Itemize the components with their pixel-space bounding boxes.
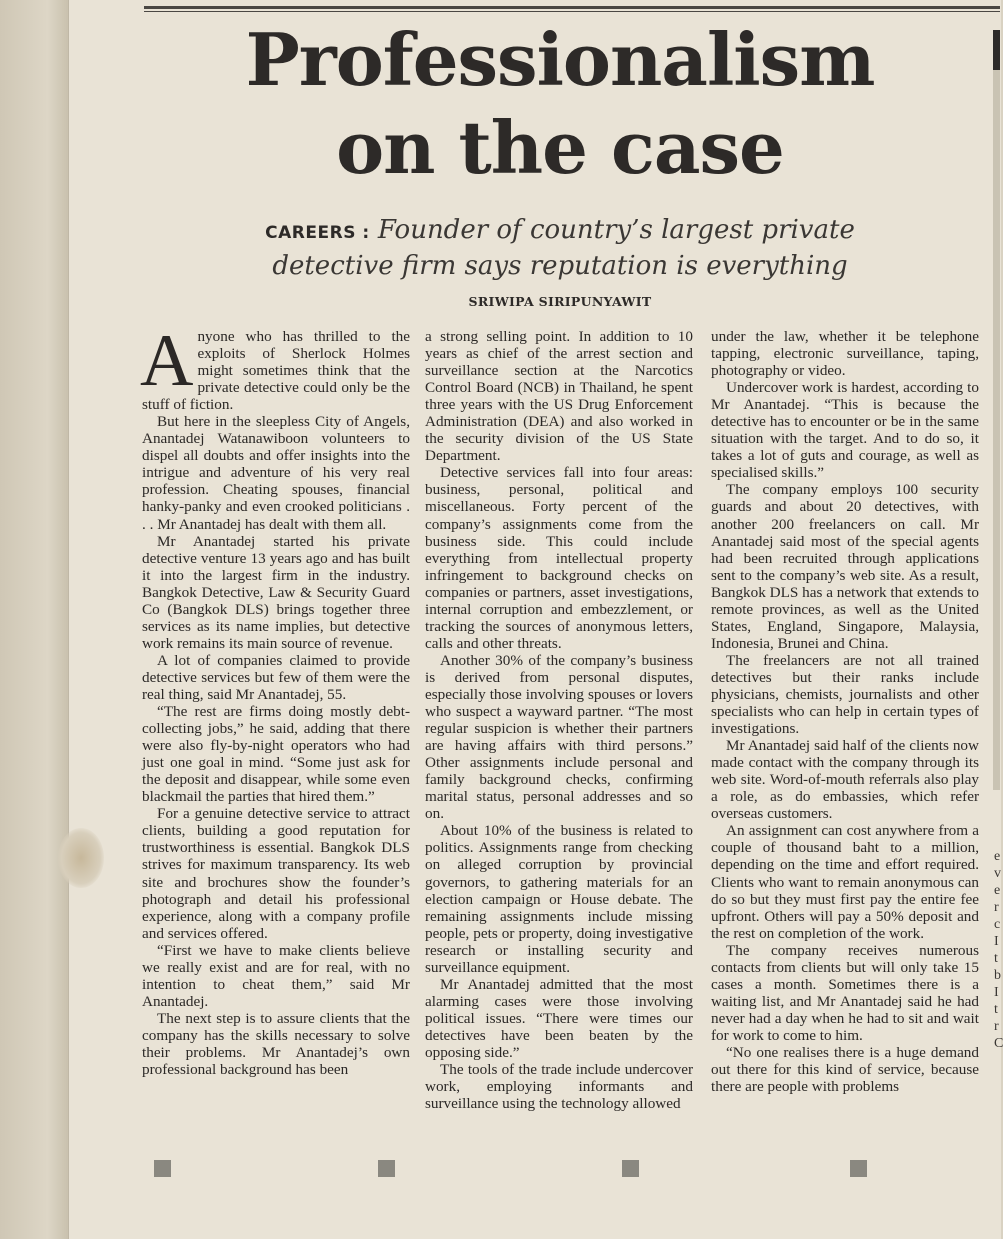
article-paragraph: Mr Anantadej said half of the clients now made contact with the company through its web site. Word-of-mouth referrals also play a role, as do embassies, which refer overseas customers. bbox=[711, 737, 979, 823]
article-paragraph: For a genuine detective service to attract clients, building a good reputation for trustworthiness is essential. Bangkok DLS strives for maximum transparency. Its web site and brochures show the founder’s photograph and detail his professional experience, along with a company profile and services offered. bbox=[142, 805, 410, 942]
edge-letter: b bbox=[994, 968, 1001, 983]
article-paragraph bbox=[140, 320, 410, 414]
edge-letter: r bbox=[994, 900, 999, 915]
article-paragraph: Mr Anantadej started his private detective venture 13 years ago and has built it into the largest firm in the industry. Bangkok Detective, Law & Security Guard Co (Bangkok DLS) brings together three services as its name implies, but detective work remains its main source of revenue. bbox=[142, 532, 410, 652]
article-paragraph: A lot of companies claimed to provide detective services but few of them were the real thing, said Mr Anantadej, 55. bbox=[142, 651, 410, 703]
article-paragraph: The tools of the trade include undercover work, employing informants and surveillance using the technology allowed bbox=[425, 1061, 693, 1113]
adjacent-column-fragment bbox=[994, 848, 1003, 1052]
adjacent-page-strip bbox=[993, 30, 1000, 790]
edge-letter: t bbox=[994, 1002, 998, 1017]
article-paragraph: About 10% of the business is related to politics. Assignments range from checking on alleged corruption by provincial governors, to gathering materials for an election campaign or House debate. The remaining assignments include missing people, pets or property, doing investigative research or installing security and surveillance equipment. bbox=[425, 822, 693, 976]
article-paragraph: Another 30% of the company’s business is derived from personal disputes, especially those involving spouses or lovers who suspect a wayward partner. “The most regular suspicion is whether their partners are having affairs with third persons.” Other assignments include personal and family background checks, confirming marital status, personal addresses and so on. bbox=[425, 651, 693, 823]
article-paragraph: The next step is to assure clients that the company has the skills necessary to solve their problems. Mr Anantadej’s own professional background has been bbox=[142, 1009, 410, 1079]
top-rule bbox=[144, 6, 1000, 9]
section-kicker: CAREERS : bbox=[265, 223, 370, 243]
drop-cap: A bbox=[140, 320, 194, 402]
article-lead-text: nyone who has thrilled to the exploits of Sherlock Holmes might sometimes think that the private detective could only be the stuff of fiction. bbox=[142, 328, 410, 414]
edge-letter: t bbox=[994, 951, 998, 966]
article-paragraph: a strong selling point. In addition to 10 years as chief of the arrest section and surveillance section at the Narcotics Control Board (NCB) in Thailand, he spent three years with the US Drug Enforcement Administration (DEA) and also worked in the security division of the US State Department. bbox=[425, 328, 693, 465]
deck-line-1 bbox=[150, 212, 970, 251]
paper-stain bbox=[58, 828, 104, 888]
edge-letter: r bbox=[994, 1019, 999, 1034]
article-paragraph: The freelancers are not all trained detectives but their ranks include physicians, chemists, journalists and other specialists who can help in certain types of investigations. bbox=[711, 651, 979, 738]
headline-line-1: Professionalism bbox=[245, 17, 875, 102]
article-column-2 bbox=[425, 328, 693, 1112]
article-paragraph: “The rest are firms doing mostly debt-collecting jobs,” he said, adding that there were also fly-by-night operators who had just one goal in mind. “Some just ask for the deposit and disappear, while some even blackmail the parties that hired them.” bbox=[142, 703, 410, 806]
page-gutter-shadow bbox=[0, 0, 68, 1239]
article-paragraph: Detective services fall into four areas: business, personal, political and miscellaneous. Forty percent of the company’s assignments come from the business side. This could include everything from intellectual property infringement to background checks on companies or partners, asset investigations, internal corruption and embezzlement, or tracking the sources of anonymous letters, calls and other threats. bbox=[425, 464, 693, 652]
registration-mark bbox=[622, 1160, 639, 1177]
article-column-1 bbox=[140, 320, 410, 1079]
byline: SRIWIPA SIRIPUNYAWIT bbox=[468, 294, 652, 309]
article-paragraph: But here in the sleepless City of Angels, Anantadej Watanawiboon volunteers to dispel all doubts and offer insights into the intrigue and adventure of his very real profession. Cheating spouses, financial hanky-panky and even crooked politicians . . . Mr Anantadej has dealt with them all. bbox=[142, 413, 410, 533]
edge-letter: c bbox=[994, 917, 1001, 932]
article-paragraph: under the law, whether it be telephone tapping, electronic surveillance, taping, photography or video. bbox=[711, 328, 979, 380]
article-paragraph: “First we have to make clients believe we really exist and are for real, with no intention to cheat them,” said Mr Anantadej. bbox=[142, 941, 410, 1010]
article-paragraph: Mr Anantadej admitted that the most alarming cases were those involving political issues. “There were times our detectives have been beaten by the opposing side.” bbox=[425, 975, 693, 1061]
edge-letter: I bbox=[994, 985, 999, 1000]
registration-mark bbox=[154, 1160, 171, 1177]
deck-text-1: Founder of country’s largest private bbox=[377, 215, 855, 245]
article-column-3 bbox=[711, 328, 979, 1095]
registration-mark bbox=[850, 1160, 867, 1177]
article-paragraph: The company receives numerous contacts from clients but will only take 15 cases a month. Sometimes there is a waiting list, and Mr Anantadej said he had never had a day when he had to sit and wait for work to come to him. bbox=[711, 941, 979, 1044]
article-paragraph: The company employs 100 security guards and about 20 detectives, with another 200 freelancers on call. Mr Anantadej said most of the special agents had been recruited through applications sent to the company’s web site. As a result, Bangkok DLS has a network that extends to remote provinces, as well as the United States, England, Singapore, Malaysia, Indonesia, Brunei and China. bbox=[711, 481, 979, 652]
registration-mark bbox=[378, 1160, 395, 1177]
edge-letter: I bbox=[994, 934, 999, 949]
deck-line-2: detective firm says reputation is everything bbox=[272, 251, 848, 281]
edge-letter: v bbox=[994, 866, 1001, 881]
article-paragraph: “No one realises there is a huge demand out there for this kind of service, because there are people with problems bbox=[711, 1043, 979, 1096]
edge-letter: e bbox=[994, 849, 1001, 864]
article-paragraph: Undercover work is hardest, according to Mr Anantadej. “This is because the detective has to encounter or be in the same situation with the target. And to do so, it takes a lot of guts and courage, as well as specialised skills.” bbox=[711, 379, 979, 482]
headline-line-2: on the case bbox=[336, 105, 784, 190]
edge-letter: C bbox=[994, 1036, 1003, 1051]
article-paragraph: An assignment can cost anywhere from a couple of thousand baht to a million, depending on the time and effort required. Clients who want to remain anonymous can do so but they must first pay the entire fee upfront. Others will pay a 50% deposit and the rest on completion of the work. bbox=[711, 822, 979, 942]
edge-letter: e bbox=[994, 883, 1001, 898]
top-rule-thin bbox=[144, 11, 1000, 12]
